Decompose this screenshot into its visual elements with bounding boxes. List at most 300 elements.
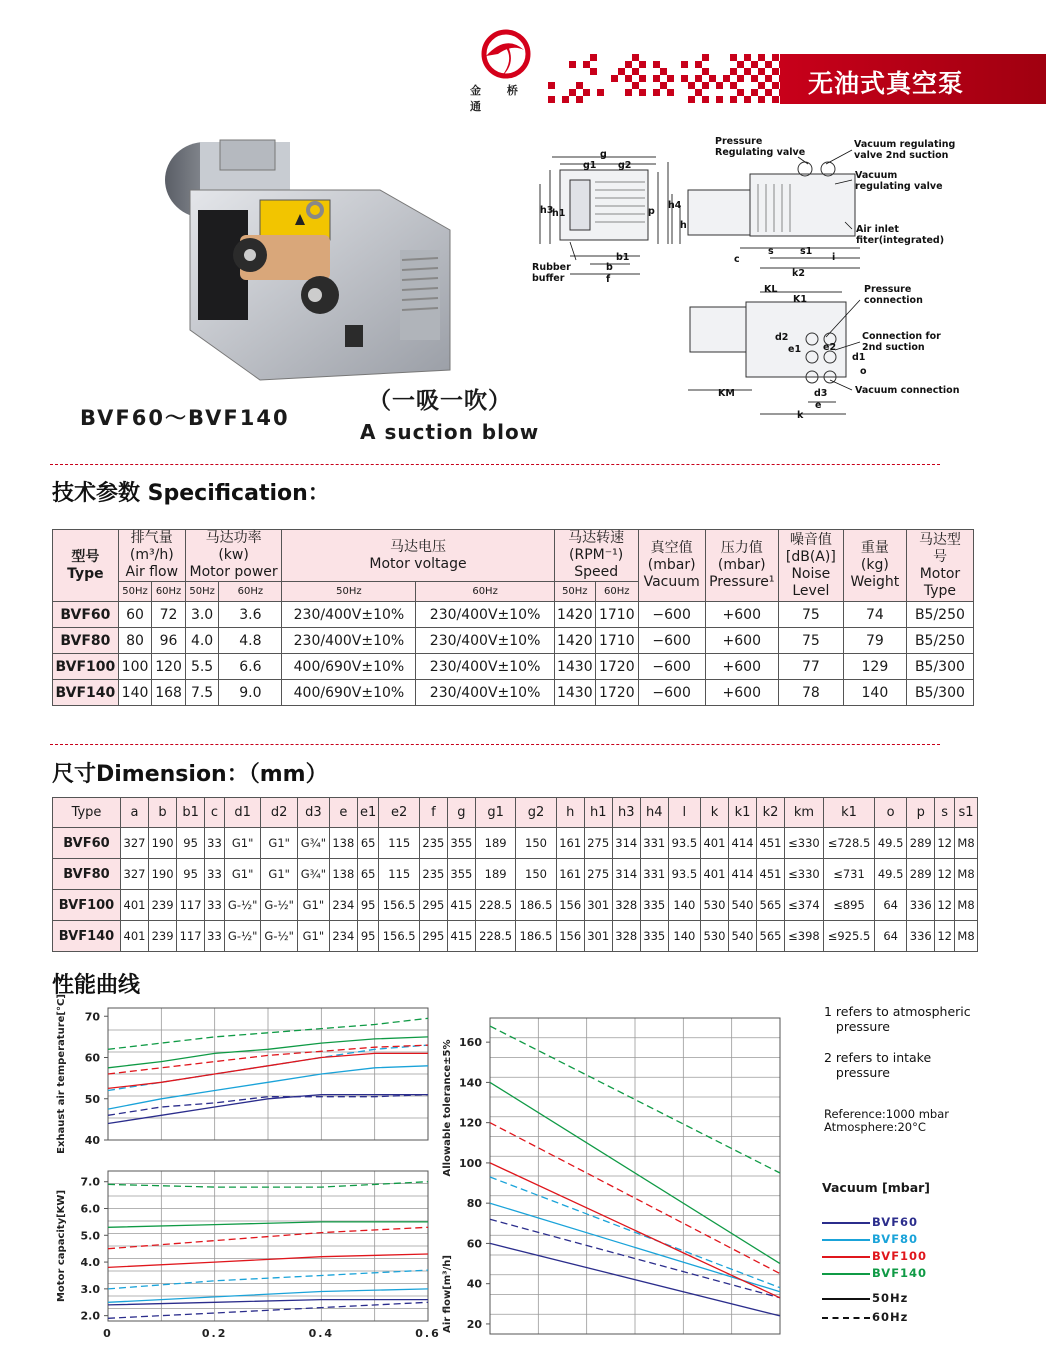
spec-h-speed-en: Speed bbox=[574, 564, 619, 580]
dim-f: f bbox=[606, 274, 611, 285]
dim-km: KM bbox=[718, 388, 735, 399]
checker-square bbox=[751, 61, 758, 68]
spec-cell: 400/690V±10% bbox=[282, 680, 416, 706]
spec-h-airflow-unit: (m³/h) bbox=[129, 547, 174, 563]
label-rubber-buffer bbox=[532, 262, 571, 284]
spec-cell: 168 bbox=[152, 680, 186, 706]
dim-e2: e2 bbox=[823, 342, 837, 353]
spec-cell: 79 bbox=[843, 628, 906, 654]
legend-title: Vacuum [mbar] bbox=[822, 1180, 931, 1195]
dimension-row bbox=[53, 828, 978, 859]
checker-square bbox=[758, 96, 765, 103]
separator-2 bbox=[50, 744, 940, 745]
checker-square bbox=[758, 54, 765, 61]
dimension-header: s1 bbox=[955, 798, 978, 828]
checker-square bbox=[702, 54, 709, 61]
dimension-cell: G-½" bbox=[261, 890, 298, 921]
checker-square bbox=[632, 82, 639, 89]
dimension-cell: 415 bbox=[447, 921, 475, 952]
y-tick-label: 70 bbox=[84, 1010, 100, 1024]
checker-square bbox=[772, 68, 779, 75]
dimension-cell: 295 bbox=[419, 921, 447, 952]
separator-1 bbox=[50, 464, 940, 465]
spec-h-airflow-cn: 排气量 bbox=[130, 530, 173, 546]
legend-label: BVF60 bbox=[872, 1215, 919, 1229]
spec-h-airflow-en: Air flow bbox=[125, 564, 179, 580]
spec-row bbox=[53, 602, 974, 628]
dimension-cell: 93.5 bbox=[668, 859, 700, 890]
logo-caption: 金 桥 通 bbox=[470, 84, 529, 113]
dimension-cell: 64 bbox=[875, 921, 907, 952]
spec-cell: +600 bbox=[705, 654, 778, 680]
spec-cell: −600 bbox=[638, 654, 705, 680]
spec-h-motor-en2: Type bbox=[923, 582, 957, 599]
dimension-header: k1 bbox=[823, 798, 874, 828]
spec-cell: 230/400V±10% bbox=[416, 680, 554, 706]
dimension-cell: 156 bbox=[556, 921, 584, 952]
dim-h3: h3 bbox=[540, 205, 554, 216]
dimension-cell: 355 bbox=[447, 859, 475, 890]
dimension-cell: 401 bbox=[121, 921, 149, 952]
spec-h-noise-unit: [dB(A)] bbox=[785, 548, 836, 565]
dimension-cell: 156.5 bbox=[379, 921, 419, 952]
legend-50hz-label: 50Hz bbox=[872, 1291, 909, 1305]
spec-cell: +600 bbox=[705, 628, 778, 654]
spec-h-power-unit: (kw) bbox=[218, 547, 249, 563]
y-tick-label: 160 bbox=[459, 1036, 482, 1050]
spec-h-pressure bbox=[705, 530, 778, 602]
checker-square bbox=[702, 96, 709, 103]
dimension-cell: 140 bbox=[668, 890, 700, 921]
dimension-header: e bbox=[329, 798, 357, 828]
spec-h-voltage-en: Motor voltage bbox=[369, 555, 467, 572]
spec-row-type: BVF80 bbox=[53, 628, 119, 654]
dim-h: h bbox=[680, 220, 687, 231]
dimension-cell: 415 bbox=[447, 890, 475, 921]
legend-line bbox=[822, 1239, 870, 1241]
dimension-cell: G1" bbox=[297, 890, 329, 921]
suction-mode-en: A suction blow bbox=[360, 420, 540, 444]
checker-square bbox=[695, 61, 702, 68]
dim-kl: KL bbox=[764, 284, 778, 295]
checker-square bbox=[702, 68, 709, 75]
checker-square bbox=[625, 61, 632, 68]
dimension-cell: 12 bbox=[935, 921, 955, 952]
dim-k: k bbox=[797, 410, 804, 421]
spec-h-vacuum-unit: (mbar) bbox=[647, 557, 696, 573]
dimension-cell: 530 bbox=[700, 921, 728, 952]
dimension-cell: 156 bbox=[556, 890, 584, 921]
checker-square bbox=[562, 96, 569, 103]
dim-o: o bbox=[860, 366, 867, 377]
dimension-cell: G-½" bbox=[224, 921, 261, 952]
spec-cell: 400/690V±10% bbox=[282, 654, 416, 680]
checker-square bbox=[597, 89, 604, 96]
dimension-header-row bbox=[53, 798, 978, 828]
dimension-cell: 190 bbox=[149, 828, 177, 859]
dimension-cell: ≤330 bbox=[785, 859, 824, 890]
spec-cell: 3.6 bbox=[219, 602, 282, 628]
dim-e1: e1 bbox=[788, 344, 802, 355]
spec-cell: 1710 bbox=[595, 628, 638, 654]
dimension-header: g2 bbox=[516, 798, 556, 828]
label-vacuum-valve bbox=[855, 170, 943, 192]
dimension-cell: 235 bbox=[419, 859, 447, 890]
checker-square bbox=[590, 54, 597, 61]
x-tick-label: 0.2 bbox=[201, 1327, 228, 1340]
spec-sub-power-50: 50Hz bbox=[185, 582, 219, 602]
checker-square bbox=[730, 96, 737, 103]
dimension-cell: ≤895 bbox=[823, 890, 874, 921]
checker-square bbox=[751, 89, 758, 96]
spec-h-pressure-en: Pressure¹ bbox=[709, 574, 775, 590]
checker-square bbox=[716, 96, 723, 103]
checker-square bbox=[737, 75, 744, 82]
spec-h-voltage bbox=[282, 530, 554, 582]
checker-square bbox=[639, 89, 646, 96]
spec-cell: 230/400V±10% bbox=[416, 602, 554, 628]
spec-cell: 129 bbox=[843, 654, 906, 680]
checker-square bbox=[758, 82, 765, 89]
dim-p: p bbox=[648, 206, 655, 217]
dim-b1: b1 bbox=[616, 252, 630, 263]
spec-cell: B5/250 bbox=[906, 602, 973, 628]
spec-cell: 72 bbox=[152, 602, 186, 628]
checker-square bbox=[744, 96, 751, 103]
dimension-cell: 95 bbox=[357, 921, 379, 952]
checker-square bbox=[730, 82, 737, 89]
legend-line bbox=[822, 1256, 870, 1258]
dimension-cell: ≤374 bbox=[785, 890, 824, 921]
label-rubber-buffer-text: Rubber buffer bbox=[532, 262, 571, 284]
x-tick-label: 0 bbox=[103, 1327, 113, 1340]
chart-motor-capacity bbox=[50, 1163, 441, 1340]
dimension-row bbox=[53, 859, 978, 890]
checker-square bbox=[681, 75, 688, 82]
dimension-cell: 275 bbox=[584, 859, 612, 890]
spec-cell: 5.5 bbox=[185, 654, 219, 680]
spec-h-speed-unit: (RPM⁻¹) bbox=[569, 547, 624, 563]
checker-square bbox=[688, 96, 695, 103]
label-pressure-regulating-valve bbox=[715, 136, 805, 158]
dimension-cell: 49.5 bbox=[875, 828, 907, 859]
dimension-cell: 117 bbox=[177, 921, 205, 952]
chart-exhaust-temp bbox=[50, 994, 390, 1154]
dimension-cell: 189 bbox=[475, 828, 515, 859]
legend-item bbox=[822, 1266, 962, 1282]
spec-cell: 75 bbox=[778, 602, 843, 628]
checker-square bbox=[730, 54, 737, 61]
model-range: BVF60～BVF140 bbox=[80, 406, 290, 430]
y-tick-label: 6.0 bbox=[80, 1202, 100, 1216]
spec-cell: 1420 bbox=[554, 602, 595, 628]
checker-square bbox=[625, 75, 632, 82]
checker-square bbox=[611, 75, 618, 82]
y-tick-label: 4.0 bbox=[80, 1256, 100, 1270]
checker-square bbox=[723, 75, 730, 82]
spec-cell: 96 bbox=[152, 628, 186, 654]
dimension-cell: 65 bbox=[357, 828, 379, 859]
label-pressure-regulating-valve-text: Pressure Regulating valve bbox=[715, 136, 806, 158]
dimension-cell: 33 bbox=[205, 828, 225, 859]
legend-50hz bbox=[822, 1291, 962, 1307]
checker-square bbox=[583, 89, 590, 96]
legend-60hz-label: 60Hz bbox=[872, 1310, 909, 1324]
dimension-header: g1 bbox=[475, 798, 515, 828]
dimension-cell: 228.5 bbox=[475, 890, 515, 921]
dim-d3: d3 bbox=[814, 388, 828, 399]
chart-air-flow bbox=[436, 1000, 788, 1338]
checker-square bbox=[744, 68, 751, 75]
spec-cell: 120 bbox=[152, 654, 186, 680]
label-connection-2nd-text: Connection for 2nd suction bbox=[862, 331, 941, 353]
spec-cell: 1430 bbox=[554, 680, 595, 706]
dimension-cell: 331 bbox=[640, 859, 668, 890]
dimension-cell: G1" bbox=[297, 921, 329, 952]
banner-title: 无油式真空泵 bbox=[808, 69, 965, 98]
spec-sub-airflow-50: 50Hz bbox=[118, 582, 152, 602]
dimension-cell: 239 bbox=[149, 921, 177, 952]
y-tick-label: 50 bbox=[84, 1092, 100, 1106]
y-tick-label: 40 bbox=[84, 1134, 100, 1147]
dimension-row bbox=[53, 921, 978, 952]
dimension-cell: 540 bbox=[728, 921, 756, 952]
dim-s: s bbox=[768, 246, 774, 257]
y-tick-label: 20 bbox=[466, 1317, 482, 1331]
spec-cell: +600 bbox=[705, 680, 778, 706]
dimension-cell: 335 bbox=[640, 890, 668, 921]
dimension-cell: 301 bbox=[584, 921, 612, 952]
legend-item bbox=[822, 1249, 962, 1265]
dim-k1: K1 bbox=[793, 294, 807, 305]
label-connection-2nd bbox=[862, 331, 941, 353]
spec-cell: +600 bbox=[705, 602, 778, 628]
dim-g2: g2 bbox=[618, 160, 632, 171]
dimension-cell: 161 bbox=[556, 828, 584, 859]
spec-row-type: BVF100 bbox=[53, 654, 119, 680]
spec-h-type-cn: 型号 bbox=[71, 548, 100, 565]
dimension-header: s bbox=[935, 798, 955, 828]
spec-h-noise-cn: 噪音值 bbox=[789, 531, 832, 548]
y-tick-label: 80 bbox=[466, 1197, 482, 1211]
legend-item bbox=[822, 1215, 962, 1231]
dimension-cell: G1" bbox=[224, 828, 261, 859]
spec-h-speed bbox=[554, 530, 638, 582]
spec-row-type: BVF60 bbox=[53, 602, 119, 628]
dimension-cell: 314 bbox=[612, 828, 640, 859]
dimension-header: a bbox=[121, 798, 149, 828]
spec-sub-speed-60: 60Hz bbox=[595, 582, 638, 602]
spec-cell: B5/300 bbox=[906, 654, 973, 680]
dimension-cell: 239 bbox=[149, 890, 177, 921]
checker-square bbox=[569, 61, 576, 68]
spec-h-power-cn: 马达功率 bbox=[205, 530, 262, 546]
dimension-cell: M8 bbox=[955, 828, 978, 859]
dimension-cell: 33 bbox=[205, 921, 225, 952]
dimension-cell: M8 bbox=[955, 859, 978, 890]
dimension-cell: 150 bbox=[516, 859, 556, 890]
checker-square bbox=[653, 61, 660, 68]
spec-h-noise-en2: Level bbox=[792, 582, 830, 599]
dimension-header: h4 bbox=[640, 798, 668, 828]
dimension-table bbox=[52, 797, 978, 952]
spec-h-pressure-unit: (mbar) bbox=[717, 557, 766, 573]
spec-cell: B5/250 bbox=[906, 628, 973, 654]
dimension-header: e2 bbox=[379, 798, 419, 828]
checker-square bbox=[765, 89, 772, 96]
spec-cell: 77 bbox=[778, 654, 843, 680]
spec-h-vacuum bbox=[638, 530, 705, 602]
spec-cell: 1430 bbox=[554, 654, 595, 680]
checker-square bbox=[632, 68, 639, 75]
checker-square bbox=[632, 54, 639, 61]
spec-h-noise bbox=[778, 530, 843, 602]
dimension-cell: 451 bbox=[757, 828, 785, 859]
dimension-cell: 328 bbox=[612, 921, 640, 952]
dimension-header: Type bbox=[53, 798, 121, 828]
dimension-header: h1 bbox=[584, 798, 612, 828]
spec-h-voltage-cn: 马达电压 bbox=[390, 538, 447, 555]
dimension-header: b bbox=[149, 798, 177, 828]
dim-i: i bbox=[832, 252, 836, 263]
spec-sub-speed-50: 50Hz bbox=[554, 582, 595, 602]
y-axis-label: Motor capacity[KW] bbox=[56, 1189, 67, 1303]
dim-d1: d1 bbox=[852, 352, 866, 363]
spec-cell: 3.0 bbox=[185, 602, 219, 628]
spec-cell: 80 bbox=[118, 628, 152, 654]
checker-square bbox=[667, 75, 674, 82]
dimension-cell: 295 bbox=[419, 890, 447, 921]
note-1: 1 refers to atmospheric pressure bbox=[824, 1004, 971, 1034]
spec-cell: 60 bbox=[118, 602, 152, 628]
y-tick-label: 7.0 bbox=[80, 1175, 100, 1189]
dimension-cell: 228.5 bbox=[475, 921, 515, 952]
checker-square bbox=[709, 75, 716, 82]
y-axis-label: Exhaust air temperature[°C] bbox=[56, 994, 67, 1154]
spec-cell: B5/300 bbox=[906, 680, 973, 706]
dimension-header: b1 bbox=[177, 798, 205, 828]
dimension-cell: 328 bbox=[612, 890, 640, 921]
checker-square bbox=[772, 82, 779, 89]
dimension-cell: 275 bbox=[584, 828, 612, 859]
spec-cell: 230/400V±10% bbox=[416, 628, 554, 654]
dimension-cell: 33 bbox=[205, 890, 225, 921]
spec-row bbox=[53, 628, 974, 654]
dimension-header: o bbox=[875, 798, 907, 828]
spec-cell: 100 bbox=[118, 654, 152, 680]
spec-row bbox=[53, 680, 974, 706]
y-tick-label: 140 bbox=[459, 1076, 482, 1090]
label-vacuum-valve-2nd bbox=[854, 139, 955, 161]
x-tick-label: 0.4 bbox=[308, 1327, 335, 1340]
dimension-cell: 235 bbox=[419, 828, 447, 859]
dimension-body bbox=[53, 798, 978, 952]
dimension-cell: 12 bbox=[935, 828, 955, 859]
y-tick-label: 2.0 bbox=[80, 1309, 100, 1323]
spec-cell: 78 bbox=[778, 680, 843, 706]
dimension-cell: G1" bbox=[261, 828, 298, 859]
dimension-cell: 117 bbox=[177, 890, 205, 921]
dimension-cell: M8 bbox=[955, 921, 978, 952]
dimension-cell: 234 bbox=[329, 921, 357, 952]
dimension-cell: G-½" bbox=[224, 890, 261, 921]
spec-sub-power-60: 60Hz bbox=[219, 582, 282, 602]
dimension-cell: G1" bbox=[224, 859, 261, 890]
spec-cell: −600 bbox=[638, 628, 705, 654]
spec-title: 技术参数 Specification： bbox=[52, 481, 330, 506]
spec-h-motor-cn: 马达型 bbox=[918, 531, 961, 548]
dimension-cell: G¾" bbox=[297, 859, 329, 890]
dimension-cell: 414 bbox=[728, 859, 756, 890]
dimension-cell: 327 bbox=[121, 859, 149, 890]
spec-cell: 74 bbox=[843, 602, 906, 628]
dimension-cell: 301 bbox=[584, 890, 612, 921]
curves-title: 性能曲线 bbox=[52, 973, 141, 998]
legend-60hz bbox=[822, 1310, 962, 1326]
dimension-row-type: BVF140 bbox=[53, 921, 121, 952]
y-axis-label-2: Air flow[m³/h] bbox=[442, 1255, 453, 1333]
spec-cell: 230/400V±10% bbox=[416, 654, 554, 680]
dimension-cell: 12 bbox=[935, 890, 955, 921]
spec-h-type-en: Type bbox=[67, 565, 104, 582]
dimension-row-type: BVF100 bbox=[53, 890, 121, 921]
checker-square bbox=[737, 89, 744, 96]
x-tick-label: 0.6 bbox=[415, 1327, 441, 1340]
checker-square bbox=[667, 89, 674, 96]
dimension-cell: M8 bbox=[955, 890, 978, 921]
label-vacuum-connection: Vacuum connection bbox=[855, 385, 960, 396]
spec-h-vacuum-en: Vacuum bbox=[643, 574, 700, 590]
spec-cell: 6.6 bbox=[219, 654, 282, 680]
spec-h-motor bbox=[906, 530, 973, 602]
spec-h-weight bbox=[843, 530, 906, 602]
dimension-cell: G-½" bbox=[261, 921, 298, 952]
spec-row bbox=[53, 654, 974, 680]
dim-k2: k2 bbox=[792, 268, 805, 279]
dimension-header: d2 bbox=[261, 798, 298, 828]
checker-square bbox=[590, 68, 597, 75]
checker-pattern bbox=[548, 54, 780, 104]
checker-square bbox=[569, 89, 576, 96]
checker-square bbox=[730, 68, 737, 75]
dimension-cell: 186.5 bbox=[516, 890, 556, 921]
dimension-cell: 401 bbox=[700, 828, 728, 859]
spec-cell: 140 bbox=[843, 680, 906, 706]
y-tick-label: 60 bbox=[84, 1051, 100, 1065]
legend-line bbox=[822, 1222, 870, 1224]
spec-cell: −600 bbox=[638, 602, 705, 628]
dimension-cell: 289 bbox=[907, 828, 935, 859]
spec-sub-voltage-60: 60Hz bbox=[416, 582, 554, 602]
dimension-cell: ≤728.5 bbox=[823, 828, 874, 859]
dimension-cell: 65 bbox=[357, 859, 379, 890]
y-axis-label: Allowable tolerance±5% bbox=[442, 1039, 453, 1177]
dim-s1: s1 bbox=[800, 246, 813, 257]
checker-square bbox=[695, 89, 702, 96]
dimension-cell: 93.5 bbox=[668, 828, 700, 859]
checker-square bbox=[583, 61, 590, 68]
label-vacuum-valve-2nd-text: Vacuum regulating valve 2nd suction bbox=[854, 139, 956, 161]
dimension-cell: 95 bbox=[177, 859, 205, 890]
spec-cell: 1710 bbox=[595, 602, 638, 628]
dimension-header: f bbox=[419, 798, 447, 828]
y-tick-label: 40 bbox=[466, 1277, 482, 1291]
spec-h-power bbox=[185, 530, 282, 582]
checker-square bbox=[660, 82, 667, 89]
dimension-cell: 335 bbox=[640, 921, 668, 952]
dimension-cell: ≤925.5 bbox=[823, 921, 874, 952]
legend-line bbox=[822, 1273, 870, 1275]
